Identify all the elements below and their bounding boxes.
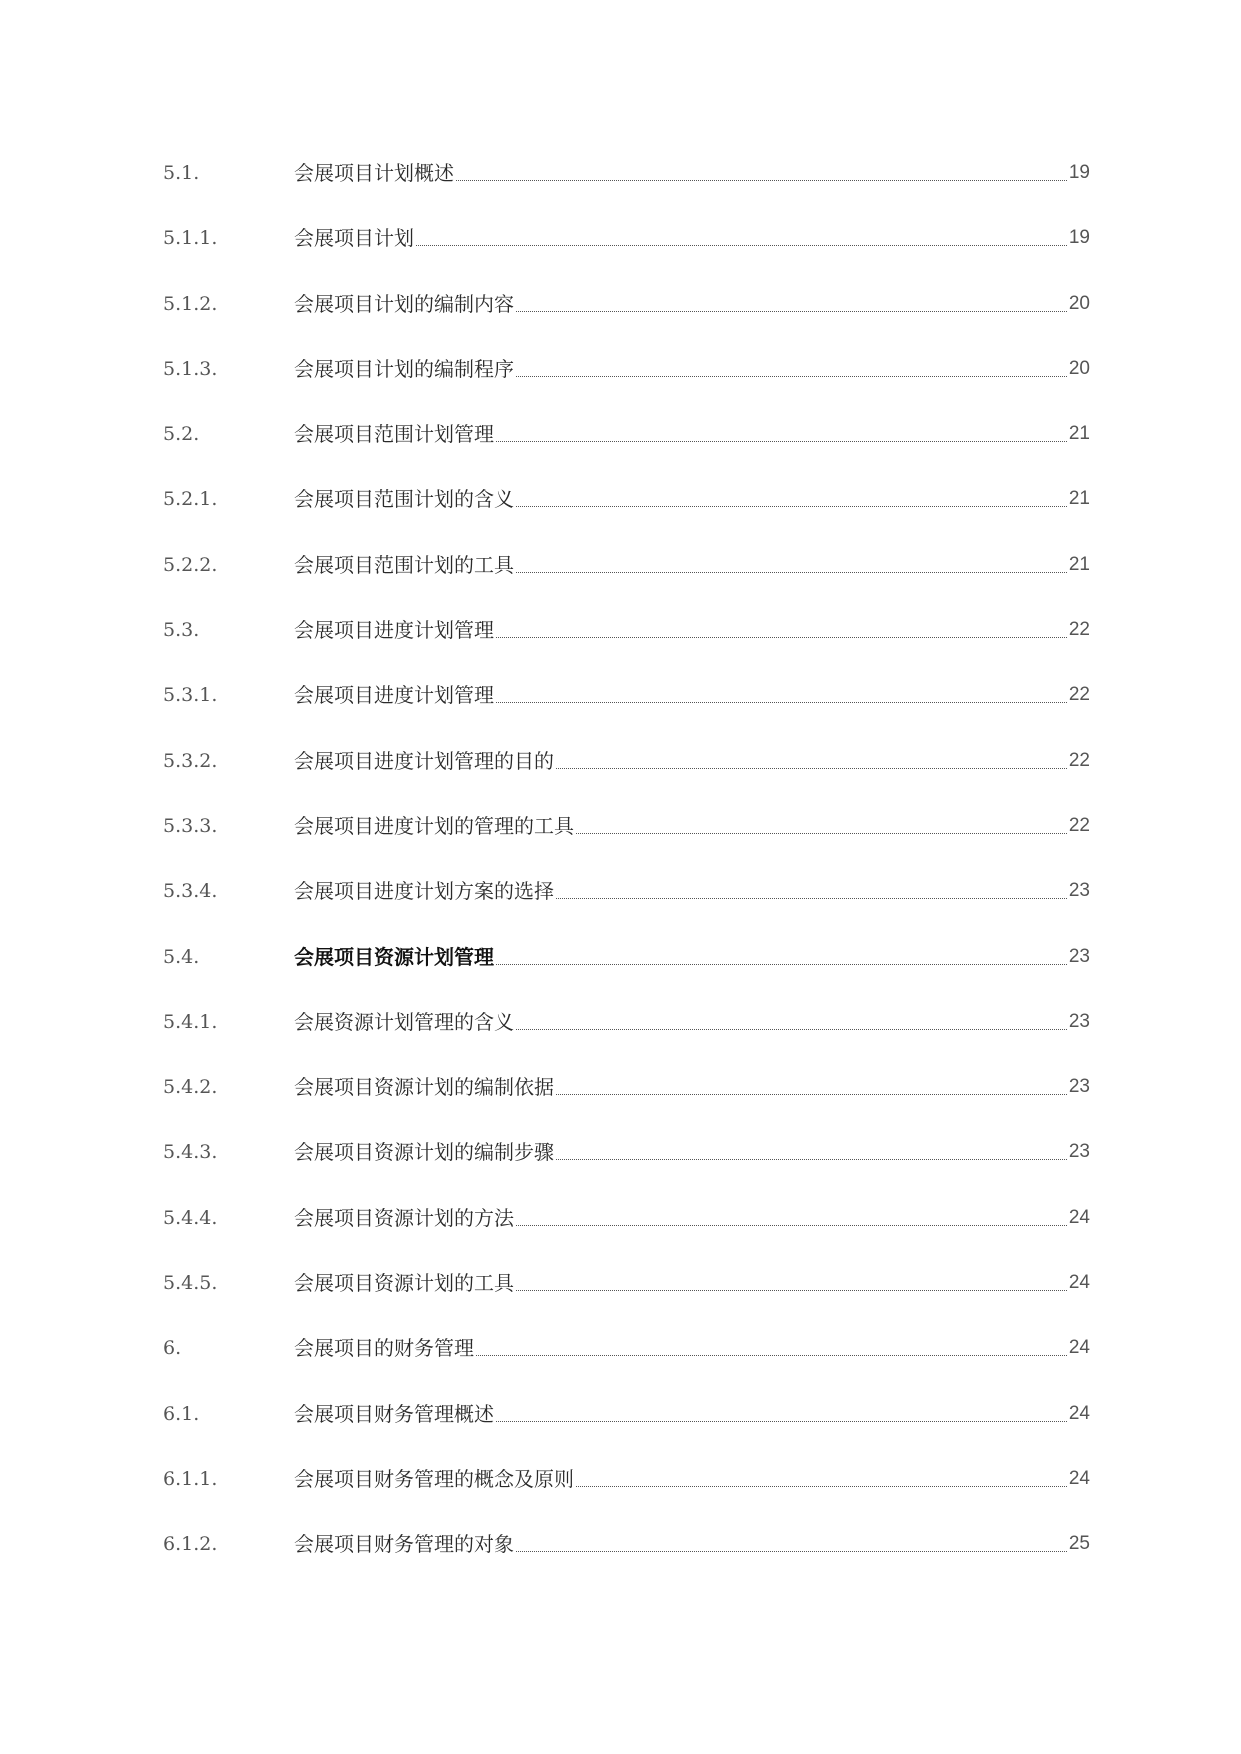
toc-entry-page-number: 20 — [1068, 357, 1090, 379]
toc-entry-title: 会展项目资源计划的编制依据 — [294, 1075, 554, 1100]
toc-entry-number: 5.1.2. — [163, 292, 218, 315]
toc-entry-page-number: 19 — [1068, 162, 1090, 183]
toc-entry[interactable] — [163, 1399, 1090, 1464]
dot-leader — [496, 680, 1067, 703]
dot-leader — [556, 876, 1067, 899]
toc-entry-number: 5.1.1. — [163, 227, 218, 250]
toc-entry-title: 会展项目资源计划的工具 — [294, 1271, 514, 1296]
toc-entry-title: 会展项目财务管理的概念及原则 — [294, 1466, 574, 1491]
toc-entry-number: 5.3. — [163, 619, 200, 642]
toc-entry[interactable] — [163, 876, 1090, 941]
toc-entry-page-number: 21 — [1068, 423, 1090, 445]
toc-entry-title: 会展项目资源计划管理 — [294, 944, 494, 969]
toc-entry-title: 会展项目财务管理概述 — [294, 1401, 494, 1426]
toc-entry-number: 5.4.4. — [163, 1206, 218, 1229]
toc-entry-title: 会展项目计划的编制程序 — [294, 356, 514, 381]
toc-entry[interactable] — [163, 811, 1090, 876]
dot-leader — [516, 289, 1067, 312]
toc-entry-page-number: 25 — [1068, 1533, 1090, 1555]
toc-entry-number: 6. — [163, 1337, 182, 1360]
toc-entry-page-number: 20 — [1068, 292, 1090, 314]
dot-leader — [576, 1464, 1067, 1487]
toc-entry[interactable] — [163, 419, 1090, 484]
toc-entry[interactable] — [163, 1529, 1090, 1594]
dot-leader — [516, 1203, 1067, 1226]
toc-entry-page-number: 23 — [1068, 880, 1090, 902]
toc-entry-title: 会展项目范围计划管理 — [294, 422, 494, 447]
toc-entry[interactable] — [163, 223, 1090, 288]
toc-entry-number: 5.4.2. — [163, 1076, 218, 1099]
dot-leader — [516, 550, 1067, 573]
dot-leader — [516, 1007, 1067, 1030]
toc-entry-title: 会展项目进度计划的管理的工具 — [294, 813, 574, 838]
dot-leader — [556, 1137, 1067, 1160]
toc-entry[interactable] — [163, 1268, 1090, 1333]
toc-entry-title: 会展项目范围计划的含义 — [294, 487, 514, 512]
dot-leader — [496, 942, 1067, 965]
toc-entry-page-number: 21 — [1068, 488, 1090, 510]
toc-entry-page-number: 23 — [1068, 1010, 1090, 1032]
dot-leader — [476, 1333, 1067, 1356]
toc-entry-number: 6.1.1. — [163, 1467, 218, 1490]
toc-entry-title: 会展项目计划的编制内容 — [294, 291, 514, 316]
toc-entry-number: 5.2.1. — [163, 488, 218, 511]
toc-entry-page-number: 22 — [1068, 814, 1090, 836]
dot-leader — [456, 158, 1067, 181]
table-of-contents — [163, 158, 1090, 1595]
toc-entry-title: 会展项目进度计划管理的目的 — [294, 748, 554, 773]
toc-entry[interactable] — [163, 746, 1090, 811]
toc-entry-number: 5.4. — [163, 945, 200, 968]
dot-leader — [416, 223, 1067, 246]
toc-entry-page-number: 24 — [1068, 1467, 1090, 1489]
toc-entry[interactable] — [163, 680, 1090, 745]
toc-entry[interactable] — [163, 158, 1090, 223]
toc-entry-title: 会展项目范围计划的工具 — [294, 552, 514, 577]
toc-entry[interactable] — [163, 1072, 1090, 1137]
toc-entry-page-number: 21 — [1068, 553, 1090, 575]
dot-leader — [516, 354, 1067, 377]
toc-entry-number: 6.1.2. — [163, 1533, 218, 1556]
toc-entry-number: 5.4.5. — [163, 1272, 218, 1295]
toc-entry[interactable] — [163, 1137, 1090, 1202]
toc-entry-title: 会展项目计划 — [294, 226, 414, 251]
toc-entry-number: 5.3.2. — [163, 749, 218, 772]
toc-entry[interactable] — [163, 289, 1090, 354]
toc-entry-page-number: 23 — [1068, 945, 1090, 967]
toc-entry-page-number: 22 — [1068, 619, 1090, 641]
toc-entry-page-number: 23 — [1068, 1076, 1090, 1098]
dot-leader — [556, 746, 1067, 769]
toc-entry-page-number: 22 — [1068, 749, 1090, 771]
toc-entry-number: 5.1.3. — [163, 357, 218, 380]
toc-entry[interactable] — [163, 1007, 1090, 1072]
toc-entry-number: 5.3.4. — [163, 880, 218, 903]
dot-leader — [576, 811, 1067, 834]
toc-entry-number: 5.1. — [163, 162, 200, 184]
toc-entry-title: 会展项目资源计划的方法 — [294, 1205, 514, 1230]
toc-entry-number: 5.3.3. — [163, 814, 218, 837]
toc-entry-title: 会展资源计划管理的含义 — [294, 1009, 514, 1034]
toc-entry-title: 会展项目计划概述 — [294, 161, 454, 185]
toc-entry-title: 会展项目财务管理的对象 — [294, 1532, 514, 1557]
toc-entry-title: 会展项目进度计划方案的选择 — [294, 879, 554, 904]
toc-entry-page-number: 19 — [1068, 227, 1090, 249]
toc-entry-title: 会展项目的财务管理 — [294, 1336, 474, 1361]
toc-entry-number: 5.3.1. — [163, 684, 218, 707]
dot-leader — [516, 1268, 1067, 1291]
dot-leader — [496, 1399, 1067, 1422]
toc-entry[interactable] — [163, 354, 1090, 419]
toc-entry[interactable] — [163, 615, 1090, 680]
toc-entry-page-number: 24 — [1068, 1206, 1090, 1228]
toc-entry[interactable] — [163, 942, 1090, 1007]
toc-entry-page-number: 24 — [1068, 1402, 1090, 1424]
dot-leader — [496, 615, 1067, 638]
toc-entry[interactable] — [163, 550, 1090, 615]
toc-entry-number: 5.2.2. — [163, 553, 218, 576]
toc-entry-page-number: 23 — [1068, 1141, 1090, 1163]
toc-entry[interactable] — [163, 1333, 1090, 1398]
toc-entry-number: 5.4.1. — [163, 1010, 218, 1033]
toc-entry-number: 6.1. — [163, 1402, 200, 1425]
dot-leader — [516, 484, 1067, 507]
toc-entry-number: 5.4.3. — [163, 1141, 218, 1164]
dot-leader — [496, 419, 1067, 442]
toc-entry-title: 会展项目进度计划管理 — [294, 618, 494, 643]
toc-entry[interactable] — [163, 484, 1090, 549]
toc-entry-title: 会展项目资源计划的编制步骤 — [294, 1140, 554, 1165]
toc-entry-title: 会展项目进度计划管理 — [294, 683, 494, 708]
toc-entry-page-number: 22 — [1068, 684, 1090, 706]
toc-entry-page-number: 24 — [1068, 1272, 1090, 1294]
toc-entry-number: 5.2. — [163, 423, 200, 446]
toc-entry[interactable] — [163, 1464, 1090, 1529]
dot-leader — [556, 1072, 1067, 1095]
dot-leader — [516, 1529, 1067, 1552]
toc-entry-page-number: 24 — [1068, 1337, 1090, 1359]
toc-entry[interactable] — [163, 1203, 1090, 1268]
